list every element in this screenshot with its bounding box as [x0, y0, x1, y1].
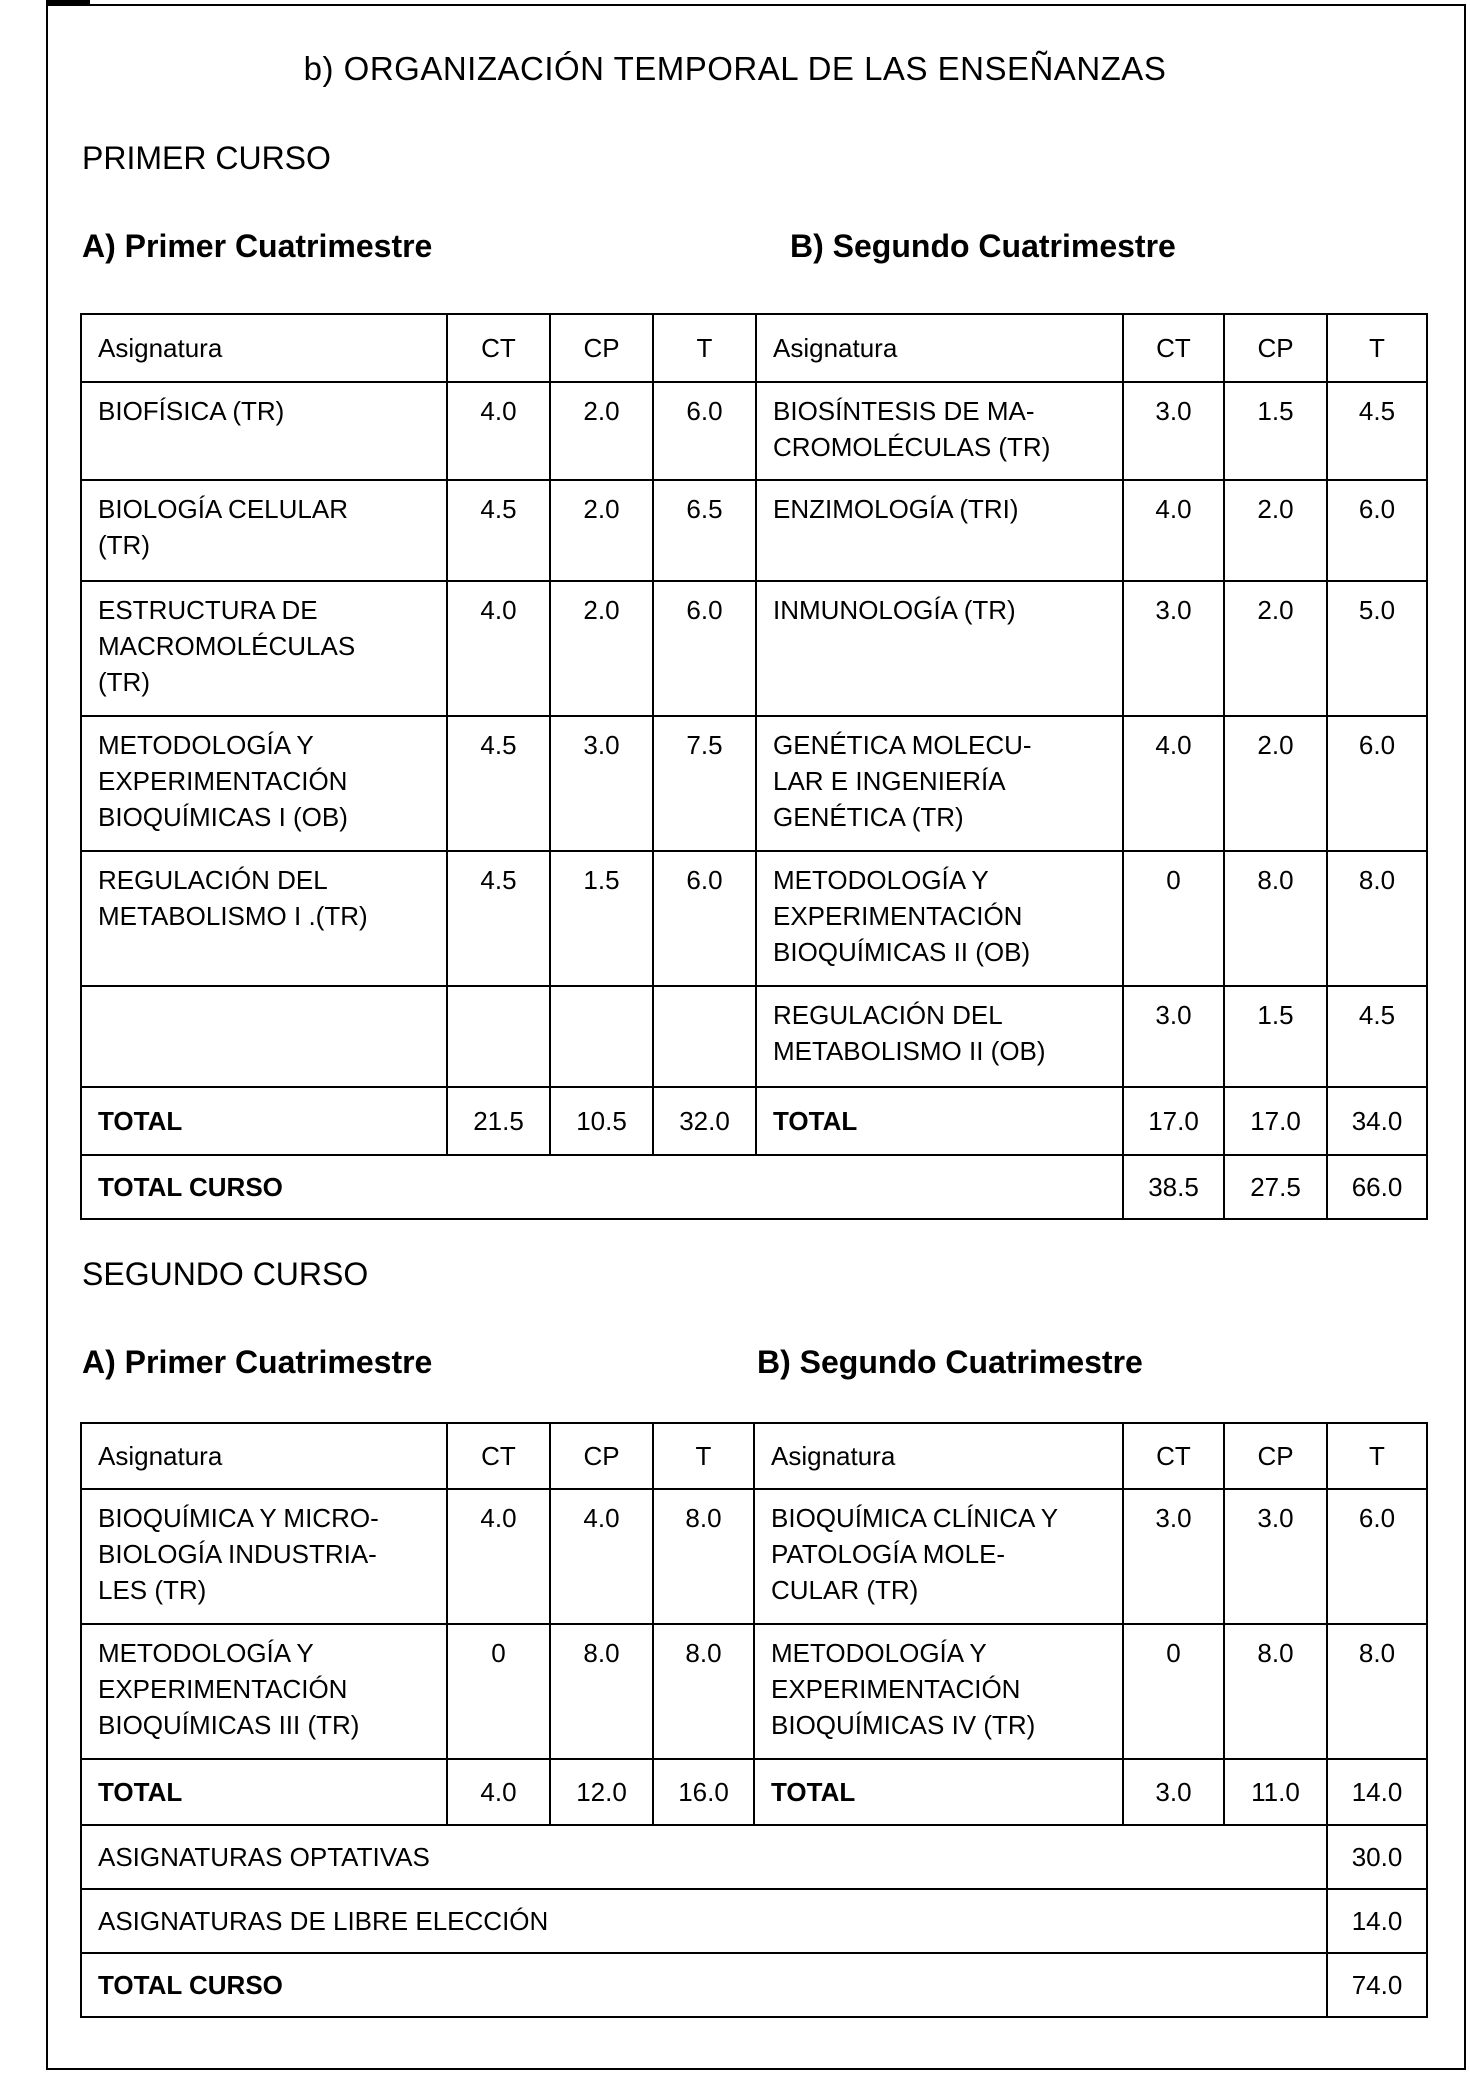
- header-cp-a: CP: [550, 314, 653, 382]
- cell-t-a: 8.0: [653, 1489, 754, 1624]
- second-course-semester-a-heading: A) Primer Cuatrimestre: [82, 1344, 433, 1380]
- cell-subject-a: BIOQUÍMICA Y MICRO- BIOLOGÍA INDUSTRIA- LES (TR): [81, 1489, 447, 1624]
- cell-subject-b: METODOLOGÍA Y EXPERIMENTACIÓN BIOQUÍMICAS II (OB): [756, 851, 1123, 986]
- table-row: [81, 851, 1427, 986]
- cell-cp-b: 8.0: [1224, 1624, 1327, 1759]
- cell-t-a: [653, 986, 756, 1087]
- cell-ct-b: 3.0: [1123, 986, 1224, 1087]
- cell-ct-a: 4.0: [447, 581, 550, 716]
- cell-subject-a: REGULACIÓN DEL METABOLISMO I .(TR): [81, 851, 447, 986]
- total-t-b: 34.0: [1327, 1087, 1427, 1155]
- cell-t-b: 8.0: [1327, 851, 1427, 986]
- cell-subject-a: METODOLOGÍA Y EXPERIMENTACIÓN BIOQUÍMICAS III (TR): [81, 1624, 447, 1759]
- cell-cp-b: 2.0: [1224, 716, 1327, 851]
- optativas-label: ASIGNATURAS OPTATIVAS: [81, 1825, 1327, 1889]
- cell-cp-a: 1.5: [550, 851, 653, 986]
- header-ct-a: CT: [447, 1423, 550, 1489]
- course-total-label: TOTAL CURSO: [81, 1953, 1327, 2017]
- cell-cp-a: [550, 986, 653, 1087]
- total-ct-b: 3.0: [1123, 1759, 1224, 1825]
- cell-cp-b: 1.5: [1224, 986, 1327, 1087]
- cell-ct-b: 3.0: [1123, 1489, 1224, 1624]
- header-subject-a: Asignatura: [81, 1423, 447, 1489]
- table-row: [81, 382, 1427, 480]
- total-label-a: TOTAL: [81, 1759, 447, 1825]
- header-ct-b: CT: [1123, 314, 1224, 382]
- table-row: [81, 716, 1427, 851]
- cell-subject-a: BIOLOGÍA CELULAR (TR): [81, 480, 447, 581]
- second-course-table: [80, 1422, 1428, 2018]
- total-label-b: TOTAL: [756, 1087, 1123, 1155]
- total-t-a: 32.0: [653, 1087, 756, 1155]
- cell-ct-b: 3.0: [1123, 382, 1224, 480]
- cell-subject-b: REGULACIÓN DEL METABOLISMO II (OB): [756, 986, 1123, 1087]
- table-row: [81, 480, 1427, 581]
- cell-ct-a: [447, 986, 550, 1087]
- total-cp-a: 10.5: [550, 1087, 653, 1155]
- cell-subject-a: METODOLOGÍA Y EXPERIMENTACIÓN BIOQUÍMICAS I (OB): [81, 716, 447, 851]
- cell-ct-b: 4.0: [1123, 716, 1224, 851]
- cell-ct-a: 4.5: [447, 716, 550, 851]
- first-course-heading: PRIMER CURSO: [82, 140, 331, 176]
- cell-cp-a: 3.0: [550, 716, 653, 851]
- header-ct-a: CT: [447, 314, 550, 382]
- cell-t-b: 4.5: [1327, 986, 1427, 1087]
- total-ct-a: 21.5: [447, 1087, 550, 1155]
- header-t-b: T: [1327, 314, 1427, 382]
- course-total-ct: 38.5: [1123, 1155, 1224, 1219]
- libre-eleccion-value: 14.0: [1327, 1889, 1427, 1953]
- optativas-value: 30.0: [1327, 1825, 1427, 1889]
- total-label-a: TOTAL: [81, 1087, 447, 1155]
- total-cp-b: 17.0: [1224, 1087, 1327, 1155]
- cell-t-a: 7.5: [653, 716, 756, 851]
- cell-cp-a: 2.0: [550, 581, 653, 716]
- cell-ct-a: 0: [447, 1624, 550, 1759]
- header-cp-b: CP: [1224, 314, 1327, 382]
- cell-t-b: 8.0: [1327, 1624, 1427, 1759]
- cell-t-b: 6.0: [1327, 716, 1427, 851]
- cell-ct-a: 4.5: [447, 851, 550, 986]
- cell-cp-b: 2.0: [1224, 480, 1327, 581]
- header-t-a: T: [653, 314, 756, 382]
- table-header-row: [81, 314, 1427, 382]
- table-row: [81, 1624, 1427, 1759]
- first-course-course-total-row: [81, 1155, 1427, 1219]
- total-cp-b: 11.0: [1224, 1759, 1327, 1825]
- cell-t-b: 5.0: [1327, 581, 1427, 716]
- cell-cp-a: 2.0: [550, 480, 653, 581]
- cell-subject-a: ESTRUCTURA DE MACROMOLÉCULAS (TR): [81, 581, 447, 716]
- cell-ct-b: 4.0: [1123, 480, 1224, 581]
- cell-ct-a: 4.0: [447, 382, 550, 480]
- cell-cp-a: 2.0: [550, 382, 653, 480]
- cell-subject-b: GENÉTICA MOLECU- LAR E INGENIERÍA GENÉTICA (TR): [756, 716, 1123, 851]
- header-cp-a: CP: [550, 1423, 653, 1489]
- cell-subject-b: METODOLOGÍA Y EXPERIMENTACIÓN BIOQUÍMICAS IV (TR): [754, 1624, 1123, 1759]
- cell-t-a: 8.0: [653, 1624, 754, 1759]
- second-course-total-row: [81, 1759, 1427, 1825]
- table-row: [81, 581, 1427, 716]
- cell-ct-b: 0: [1123, 1624, 1224, 1759]
- libre-eleccion-row: [81, 1889, 1427, 1953]
- page-title: b) ORGANIZACIÓN TEMPORAL DE LAS ENSEÑANZAS: [303, 50, 1167, 87]
- total-ct-b: 17.0: [1123, 1087, 1224, 1155]
- course-total-cp: 27.5: [1224, 1155, 1327, 1219]
- total-t-a: 16.0: [653, 1759, 754, 1825]
- cell-t-b: 4.5: [1327, 382, 1427, 480]
- first-course-total-row: [81, 1087, 1427, 1155]
- total-t-b: 14.0: [1327, 1759, 1427, 1825]
- cell-t-a: 6.5: [653, 480, 756, 581]
- header-cp-b: CP: [1224, 1423, 1327, 1489]
- cell-cp-b: 3.0: [1224, 1489, 1327, 1624]
- total-ct-a: 4.0: [447, 1759, 550, 1825]
- cell-cp-b: 8.0: [1224, 851, 1327, 986]
- libre-eleccion-label: ASIGNATURAS DE LIBRE ELECCIÓN: [81, 1889, 1327, 1953]
- cell-cp-a: 8.0: [550, 1624, 653, 1759]
- cell-subject-b: BIOSÍNTESIS DE MA- CROMOLÉCULAS (TR): [756, 382, 1123, 480]
- total-cp-a: 12.0: [550, 1759, 653, 1825]
- cell-t-a: 6.0: [653, 382, 756, 480]
- cell-ct-a: 4.0: [447, 1489, 550, 1624]
- second-course-heading: SEGUNDO CURSO: [82, 1256, 369, 1292]
- cell-cp-a: 4.0: [550, 1489, 653, 1624]
- cell-subject-a: [81, 986, 447, 1087]
- cell-ct-b: 0: [1123, 851, 1224, 986]
- second-course-course-total-row: [81, 1953, 1427, 2017]
- course-total-value: 74.0: [1327, 1953, 1427, 2017]
- header-t-b: T: [1327, 1423, 1427, 1489]
- cell-t-b: 6.0: [1327, 480, 1427, 581]
- course-total-label: TOTAL CURSO: [81, 1155, 1123, 1219]
- first-course-semester-b-heading: B) Segundo Cuatrimestre: [790, 228, 1176, 264]
- table-row: [81, 986, 1427, 1087]
- optativas-row: [81, 1825, 1427, 1889]
- total-label-b: TOTAL: [754, 1759, 1123, 1825]
- cell-subject-b: ENZIMOLOGÍA (TRI): [756, 480, 1123, 581]
- header-subject-b: Asignatura: [756, 314, 1123, 382]
- cell-ct-a: 4.5: [447, 480, 550, 581]
- header-subject-a: Asignatura: [81, 314, 447, 382]
- cell-t-b: 6.0: [1327, 1489, 1427, 1624]
- first-course-semester-a-heading: A) Primer Cuatrimestre: [82, 228, 433, 264]
- cell-t-a: 6.0: [653, 581, 756, 716]
- cell-t-a: 6.0: [653, 851, 756, 986]
- cell-subject-b: BIOQUÍMICA CLÍNICA Y PATOLOGÍA MOLE- CULAR (TR): [754, 1489, 1123, 1624]
- course-total-t: 66.0: [1327, 1155, 1427, 1219]
- table-header-row: [81, 1423, 1427, 1489]
- table-row: [81, 1489, 1427, 1624]
- first-course-table: [80, 313, 1428, 1220]
- cell-cp-b: 1.5: [1224, 382, 1327, 480]
- cell-cp-b: 2.0: [1224, 581, 1327, 716]
- cell-subject-a: BIOFÍSICA (TR): [81, 382, 447, 480]
- header-ct-b: CT: [1123, 1423, 1224, 1489]
- second-course-semester-b-heading: B) Segundo Cuatrimestre: [757, 1344, 1143, 1380]
- header-subject-b: Asignatura: [754, 1423, 1123, 1489]
- header-t-a: T: [653, 1423, 754, 1489]
- cell-subject-b: INMUNOLOGÍA (TR): [756, 581, 1123, 716]
- cell-ct-b: 3.0: [1123, 581, 1224, 716]
